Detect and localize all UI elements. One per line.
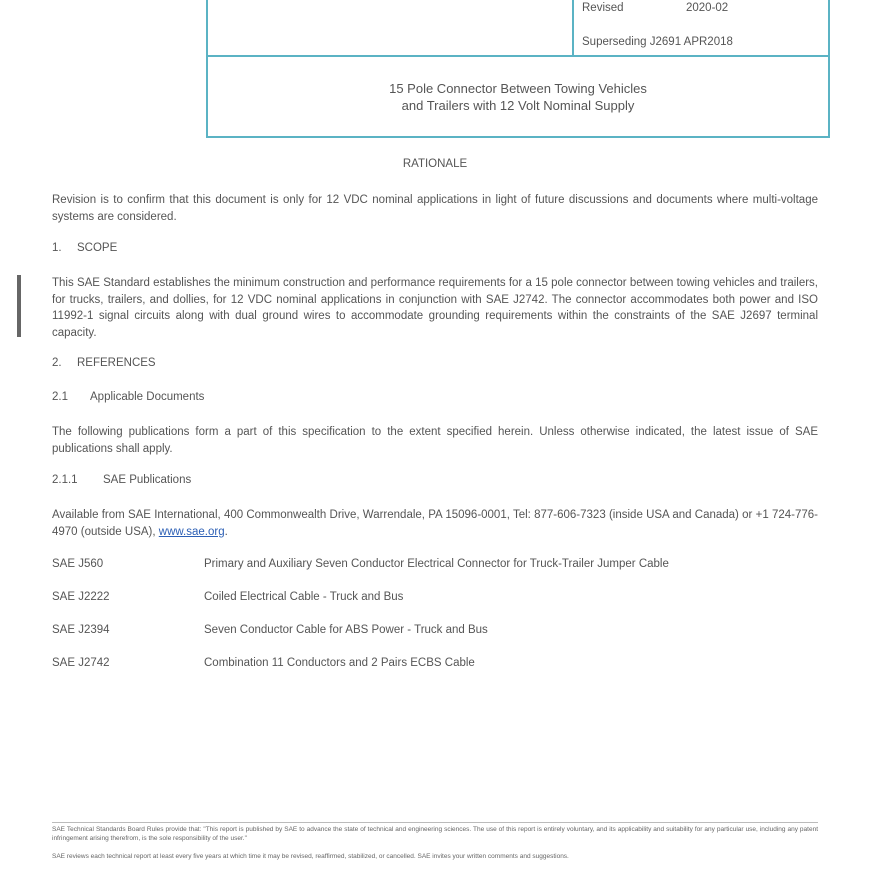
footer-review-text: SAE reviews each technical report at least every five years at which time it may be revised, reaffirmed, stabilized, or cancelled. SAE invites your written comments and suggestions. — [52, 853, 569, 860]
revised-date: 2020-02 — [686, 2, 729, 14]
rationale-heading: RATIONALE — [402, 158, 468, 170]
references-heading: REFERENCES — [77, 357, 156, 369]
applicable-documents-heading: Applicable Documents — [90, 391, 205, 403]
sae-website-link[interactable]: www.sae.org — [158, 525, 225, 538]
applicable-documents-text: The following publications form a part of this specification to the extent specified herein. Unless otherwise indicated, the latest issue of SAE publications shall apply. — [52, 426, 818, 455]
reference-code: SAE J2222 — [52, 591, 110, 603]
footer-rule — [52, 822, 818, 823]
availability-paragraph — [52, 507, 818, 540]
scope-number: 1. — [52, 242, 62, 254]
availability-text: Available from SAE International, 400 Commonwealth Drive, Warrendale, PA 15096-0001, Tel: 877-606-7323 (inside USA and Canada) or +1 724-776-4970 (outside USA), — [52, 509, 818, 538]
references-number: 2. — [52, 357, 62, 369]
document-title-line1: 15 Pole Connector Between Towing Vehicles — [389, 81, 647, 96]
rationale-text: Revision is to confirm that this document is only for 12 VDC nominal applications in light of future discussions and documents where multi-voltage systems are considered. — [52, 194, 818, 223]
reference-code: SAE J2394 — [52, 624, 110, 636]
reference-code: SAE J2742 — [52, 657, 110, 669]
sae-publications-heading: SAE Publications — [103, 474, 192, 486]
scope-heading: SCOPE — [77, 242, 118, 254]
scope-text: This SAE Standard establishes the minimum construction and performance requirements for a 15 pole connector between towing vehicles and trailers, for trucks, trailers, and dollies, for 12 VDC nominal applications in conjunction with SAE J2742. The connector accommodates both power and ISO 11992-1 signal circuits along with dual ground wires to accommodate grounding requirements within the constraints of the SAE J2697 terminal capacity. — [52, 277, 818, 339]
reference-code: SAE J560 — [52, 558, 104, 570]
document-title — [208, 80, 828, 114]
applicable-documents-number: 2.1 — [52, 391, 68, 403]
reference-title: Coiled Electrical Cable - Truck and Bus — [204, 591, 404, 603]
header-divider-vertical — [572, 0, 574, 55]
footer-rules-text: SAE Technical Standards Board Rules provide that: "This report is published by SAE to advance the state of technical and engineering sciences. The use of this report is entirely voluntary, and its applicability and suitability for any particular use, including any patent infringement arising therefrom, is the sole responsibility of the user." — [52, 826, 818, 842]
reference-title: Combination 11 Conductors and 2 Pairs ECBS Cable — [204, 657, 475, 669]
header-divider-horizontal — [208, 55, 828, 57]
availability-end: . — [224, 525, 228, 538]
document-title-line2: and Trailers with 12 Volt Nominal Supply — [401, 98, 635, 113]
sae-publications-number: 2.1.1 — [52, 474, 78, 486]
superseding-text: Superseding J2691 APR2018 — [582, 36, 733, 48]
document-header-box — [206, 0, 830, 138]
revised-label: Revised — [582, 2, 624, 14]
reference-title: Primary and Auxiliary Seven Conductor Electrical Connector for Truck-Trailer Jumper Cable — [204, 558, 669, 570]
reference-title: Seven Conductor Cable for ABS Power - Truck and Bus — [204, 624, 488, 636]
revision-change-bar — [17, 275, 21, 337]
